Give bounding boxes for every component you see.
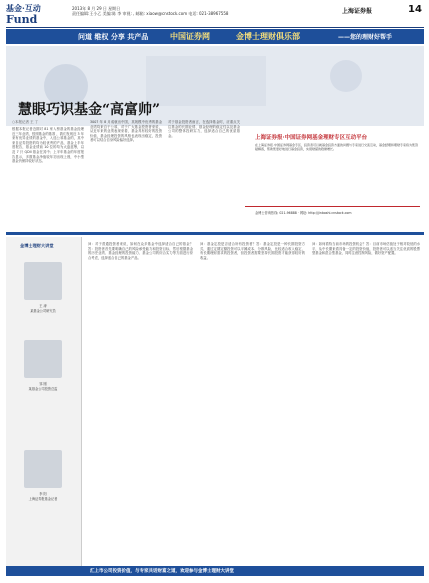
ad-contact: 金博士咨询热线: 021-96888 · 网址: http://jinboshi.cnstock.com bbox=[255, 211, 352, 215]
issue-date: 2013年 8 月 29 日 星期日 bbox=[72, 6, 121, 11]
issue-editors: 责任编辑:王小乙 美编:陈 李 审视: , 邮箱: xiaow@cnstock.com 电话: 021-38967558 bbox=[72, 11, 229, 16]
sidebar-title: 金博士理财大讲堂 bbox=[20, 243, 54, 248]
article-byline: ○本报记者 王 丁 bbox=[12, 120, 39, 124]
footer-text: 汇上市公司投资价值，与专家共话财富之道，欢迎参与金博士理财大讲堂 bbox=[90, 569, 234, 574]
guest-photo-2 bbox=[24, 340, 62, 378]
banner-brand-2: 金博士理财俱乐部 bbox=[236, 32, 300, 41]
guest-title-1: 某基金公司研究员 bbox=[30, 309, 56, 313]
section-divider bbox=[6, 232, 424, 235]
issue-info bbox=[72, 6, 228, 16]
qa-column-3: 问：如何看待当前市场的投资机会？答：目前市场估值处于相对较低的水平，从中长期来看具备一定的投资价值，投资者可以适当关注优质的股票型基金和混合型基金，同时注意控制风险，做好资产配置。 bbox=[312, 242, 420, 256]
banner-slogan: 问道 维权 分享 共产品 bbox=[78, 33, 149, 41]
guest-name-3: 李 阳 bbox=[39, 492, 47, 496]
ad-body: 在上海证券报·中国证券网基金专区，投资者可以就基金投资方面的问题与专家进行交流互动，基金经理和理财专家将为您答疑解惑，帮助您更好地进行基金投资，实现财富的稳健增长。 bbox=[255, 143, 418, 151]
guest-title-2: 某基金公司投资总监 bbox=[28, 387, 58, 391]
banner-tagline: ——您的理财好帮手 bbox=[338, 34, 393, 41]
ad-title: 上海证券报·中国证券网基金理财专区互动平台 bbox=[255, 135, 368, 141]
qa-column-1: 问：对于普通投资者来说，如何在众多基金中选择适合自己的基金？答：投资者首先要明确自己的风险承受能力和投资目标，然后根据基金的历史业绩、基金经理的投资能力、基金公司的综合实力等方面进行综合考虑，选择适合自己的基金产品。 bbox=[88, 242, 193, 260]
guest-title-3: 上海证券报基金记者 bbox=[28, 497, 58, 501]
page-number: 14 bbox=[408, 4, 422, 15]
header-rule bbox=[6, 27, 424, 28]
guest-name-2: 邹 刚 bbox=[39, 382, 47, 386]
banner-brand-1: 中国证券网 bbox=[170, 32, 210, 41]
ad-divider bbox=[245, 206, 420, 207]
section-title: 基金·互动 bbox=[6, 3, 41, 13]
newspaper-logo: 上海证券报 bbox=[342, 8, 373, 15]
guest-photo-1 bbox=[24, 262, 62, 300]
article-column-2: 3007 年 8 月成就出中国，其规模中优秀的基金业绩均来自于公募，对于广大基金投资者来说，从近年来的业绩表现来看，基金具有较好的投资价值，基金经理投资的风格也表现出稳定，投资者可以结合自身风险偏好选择。 bbox=[90, 120, 162, 143]
article-column-3: 对于基金投资者而言，在选择基金时，应重点关注基金的长期业绩、基金经理的稳定性以及基金公司的整体投研实力，选择适合自己的优质基金。 bbox=[168, 120, 240, 138]
guest-name-1: 王 涛 bbox=[39, 304, 47, 308]
qa-column-2: 问：基金定投是否适合所有投资者？答：基金定投是一种长期投资方式，通过定期定额投资可以平摊成本、分散风险，比较适合收入稳定、有长期理财需求的投资者，但投资者需要坚持长期投资才能获得较好的收益。 bbox=[200, 242, 305, 260]
article-column-1: 根据本报记者近期对 81 家入榜基金的基金经理近三年业绩，按照基金的基准 ，我们发现近 3 年来有优异业绩的基金中，入选公募基金的，其中来自证券投资的均为较优秀的产品，基金上半年度报告，基金业绩前 10 位的均为大盘蓝筹，以及 7 只 QDII 基金在其中；上半年基金的年度报告显示，多数基金净值较年初出现上涨，中小型基金仍保持较好状态。 bbox=[12, 127, 84, 164]
guest-photo-3 bbox=[24, 450, 62, 488]
article-headline: 慧眼巧识基金“高富帅” bbox=[18, 102, 161, 118]
section-title-en: Fund bbox=[6, 13, 38, 26]
